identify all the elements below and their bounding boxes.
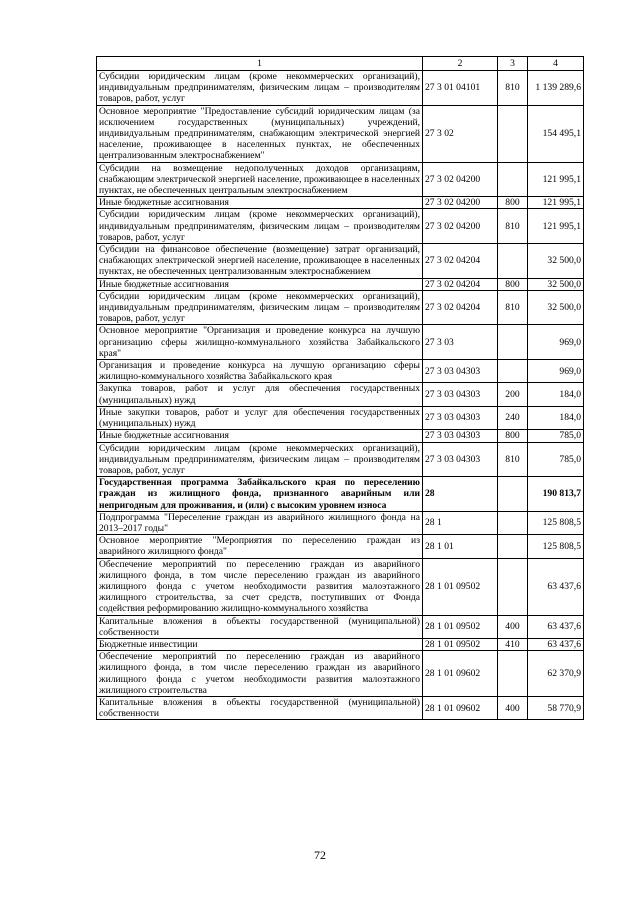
row-code-cell: 27 3 03 04303 [423,442,498,477]
row-expense-type-cell [498,162,528,197]
row-expense-type-cell [498,535,528,558]
table-row [97,383,584,406]
row-expense-type-cell: 810 [498,290,528,325]
row-sum-cell: 190 813,7 [528,477,584,512]
row-sum-cell: 785,0 [528,442,584,477]
row-expense-type-cell: 810 [498,71,528,106]
row-name-cell: Основное мероприятие "Организация и проведение конкурса на лучшую организацию сферы жилищно-коммунального хозяйства Забайкальского края" [97,325,423,360]
row-name-cell: Субсидии на возмещение недополученных доходов организациям, снабжающим электрической энергией население, проживающее в населенных пунктах, не обеспеченных центральным электроснабжением [97,162,423,197]
row-sum-cell: 63 437,6 [528,638,584,650]
row-name-cell: Капитальные вложения в объекты государственной (муниципальной) собственности [97,696,423,719]
row-code-cell: 28 1 01 09502 [423,558,498,615]
row-name-cell: Капитальные вложения в объекты государственной (муниципальной) собственности [97,615,423,638]
row-sum-cell: 121 995,1 [528,209,584,244]
row-code-cell: 28 1 01 [423,535,498,558]
table-row [97,651,584,697]
table-row [97,162,584,197]
row-name-cell: Субсидии юридическим лицам (кроме некоммерческих организаций), индивидуальным предпринимателям, физическим лицам – производителям товаров, работ, услуг [97,442,423,477]
row-name-cell: Обеспечение мероприятий по переселению граждан из аварийного жилищного фонда, в том числе переселению граждан из аварийного жилищного фонда с учетом необходимости развития малоэтажного жилищного строительства, за счет средств, поступивших от Фонда содействия реформированию жилищно-коммунального хозяйства [97,558,423,615]
row-code-cell: 27 3 02 04204 [423,290,498,325]
table-row [97,696,584,719]
row-sum-cell: 184,0 [528,383,584,406]
row-name-cell: Подпрограмма "Переселение граждан из аварийного жилищного фонда на 2013–2017 годы" [97,511,423,534]
row-sum-cell: 63 437,6 [528,615,584,638]
row-name-cell: Иные бюджетные ассигнования [97,197,423,209]
table-row [97,244,584,279]
header-col-3: 3 [498,57,528,71]
header-col-2: 2 [423,57,498,71]
row-sum-cell: 969,0 [528,360,584,383]
row-code-cell: 27 3 01 04101 [423,71,498,106]
table-row [97,290,584,325]
row-expense-type-cell: 800 [498,197,528,209]
row-code-cell: 28 1 [423,511,498,534]
row-expense-type-cell [498,325,528,360]
row-expense-type-cell: 240 [498,406,528,429]
row-expense-type-cell: 400 [498,615,528,638]
table-body [97,71,584,720]
page-number: 72 [314,848,326,862]
row-sum-cell: 184,0 [528,406,584,429]
row-code-cell: 27 3 02 04204 [423,244,498,279]
row-name-cell: Иные бюджетные ассигнования [97,278,423,290]
row-name-cell: Иные закупки товаров, работ и услуг для обеспечения государственных (муниципальных) нужд [97,406,423,429]
table-row [97,511,584,534]
table-header [97,57,584,71]
row-code-cell: 27 3 02 04200 [423,209,498,244]
header-col-1: 1 [97,57,423,71]
row-code-cell: 28 1 01 09602 [423,696,498,719]
table-row [97,360,584,383]
row-sum-cell: 1 139 289,6 [528,71,584,106]
table-row [97,209,584,244]
table-row [97,71,584,106]
row-name-cell: Государственная программа Забайкальского края по переселению граждан из жилищного фонда, признанного аварийным или непригодным для проживания, и (или) с высоким уровнем износа [97,477,423,512]
row-name-cell: Субсидии юридическим лицам (кроме некоммерческих организаций), индивидуальным предпринимателям, физическим лицам – производителям товаров, работ, услуг [97,71,423,106]
table-row [97,197,584,209]
row-name-cell: Иные бюджетные ассигнования [97,430,423,442]
row-sum-cell: 32 500,0 [528,278,584,290]
table-row [97,442,584,477]
row-sum-cell: 121 995,1 [528,197,584,209]
table-row [97,638,584,650]
table-row [97,278,584,290]
row-expense-type-cell [498,244,528,279]
row-expense-type-cell [498,511,528,534]
row-name-cell: Бюджетные инвестиции [97,638,423,650]
budget-table [96,56,584,720]
row-code-cell: 28 [423,477,498,512]
row-code-cell: 27 3 03 04303 [423,430,498,442]
row-expense-type-cell: 800 [498,278,528,290]
row-code-cell: 27 3 03 04303 [423,360,498,383]
row-expense-type-cell: 800 [498,430,528,442]
row-expense-type-cell [498,477,528,512]
row-sum-cell: 785,0 [528,430,584,442]
row-expense-type-cell [498,651,528,697]
row-sum-cell: 125 808,5 [528,535,584,558]
row-name-cell: Субсидии на финансовое обеспечение (возмещение) затрат организаций, снабжающих электрической энергией население, проживающее в населенных пунктах, не обеспеченных централизованным электроснабжением [97,244,423,279]
row-code-cell: 27 3 02 04204 [423,278,498,290]
row-expense-type-cell: 810 [498,442,528,477]
row-code-cell: 27 3 02 04200 [423,162,498,197]
row-sum-cell: 63 437,6 [528,558,584,615]
row-sum-cell: 121 995,1 [528,162,584,197]
table-row [97,535,584,558]
row-sum-cell: 58 770,9 [528,696,584,719]
row-code-cell: 28 1 01 09502 [423,615,498,638]
row-expense-type-cell [498,558,528,615]
table-row [97,406,584,429]
row-sum-cell: 32 500,0 [528,290,584,325]
table-row [97,615,584,638]
table-row [97,105,584,162]
row-expense-type-cell: 410 [498,638,528,650]
table-row [97,325,584,360]
row-name-cell: Закупка товаров, работ и услуг для обеспечения государственных (муниципальных) нужд [97,383,423,406]
header-row [97,57,584,71]
row-code-cell: 27 3 03 04303 [423,383,498,406]
row-code-cell: 28 1 01 09502 [423,638,498,650]
header-col-4: 4 [528,57,584,71]
row-code-cell: 27 3 03 [423,325,498,360]
table-row [97,430,584,442]
row-code-cell: 28 1 01 09602 [423,651,498,697]
row-sum-cell: 969,0 [528,325,584,360]
row-sum-cell: 32 500,0 [528,244,584,279]
row-expense-type-cell [498,105,528,162]
row-name-cell: Субсидии юридическим лицам (кроме некоммерческих организаций), индивидуальным предпринимателям, физическим лицам – производителям товаров, работ, услуг [97,209,423,244]
row-name-cell: Основное мероприятие "Мероприятия по переселению граждан из аварийного жилищного фонда" [97,535,423,558]
row-name-cell: Основное мероприятие "Предоставление субсидий юридическим лицам (за исключением государственных (муниципальных) учреждений, индивидуальным предпринимателям, снабжающим электрической энергией население, проживающее в населенных пунктах, не обеспеченных централизованным электроснабжением" [97,105,423,162]
row-name-cell: Субсидии юридическим лицам (кроме некоммерческих организаций), индивидуальным предпринимателям, физическим лицам – производителям товаров, работ, услуг [97,290,423,325]
table-row [97,558,584,615]
row-name-cell: Обеспечение мероприятий по переселению граждан из аварийного жилищного фонда, в том числе переселению граждан из аварийного жилищного фонда с учетом необходимости развития малоэтажного жилищного строительства [97,651,423,697]
row-code-cell: 27 3 02 04200 [423,197,498,209]
row-sum-cell: 125 808,5 [528,511,584,534]
row-expense-type-cell: 200 [498,383,528,406]
row-code-cell: 27 3 03 04303 [423,406,498,429]
row-name-cell: Организация и проведение конкурса на лучшую организацию сферы жилищно-коммунального хозяйства Забайкальского края [97,360,423,383]
row-sum-cell: 154 495,1 [528,105,584,162]
row-expense-type-cell [498,360,528,383]
row-sum-cell: 62 370,9 [528,651,584,697]
row-code-cell: 27 3 02 [423,105,498,162]
row-expense-type-cell: 810 [498,209,528,244]
table-row [97,477,584,512]
row-expense-type-cell: 400 [498,696,528,719]
